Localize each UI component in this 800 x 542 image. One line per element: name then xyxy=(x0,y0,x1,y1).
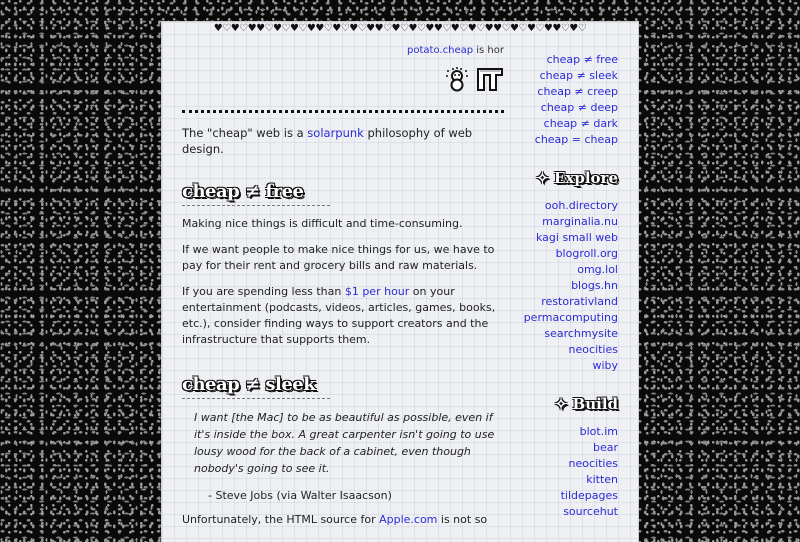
build-heading-text: Build xyxy=(572,395,618,413)
free-p3-before: If you are spending less than xyxy=(182,285,345,298)
explore-link[interactable]: permacomputing xyxy=(523,311,618,324)
sparkle-star-icon: ✧ xyxy=(554,395,568,413)
explore-link[interactable]: blogs.hn xyxy=(571,279,618,292)
toc-cheap-creep[interactable]: cheap ≠ creep xyxy=(537,85,618,98)
build-heading xyxy=(514,394,618,414)
apple-link[interactable]: Apple.com xyxy=(379,513,438,526)
sleek-paragraph-1 xyxy=(182,512,504,528)
free-paragraph-3 xyxy=(182,284,504,348)
explore-heading xyxy=(514,168,618,188)
sleek-p1-before: Unfortunately, the HTML source for xyxy=(182,513,380,526)
free-p3-after: on your entertainment (podcasts, videos, articles, games, books, etc.), consider finding ways to support creators and the infrastructure that supports them. xyxy=(182,285,496,346)
build-links xyxy=(514,424,618,520)
sidebar xyxy=(514,52,618,520)
t-letter-icon xyxy=(476,66,504,92)
build-link[interactable]: sourcehut xyxy=(563,505,618,518)
page-panel xyxy=(162,22,638,542)
status-line xyxy=(182,44,504,58)
jobs-quote: I want [the Mac] to be as beautiful as possible, even if it's inside the box. A great carpenter isn't going to use lousy wood for the back of a cabinet, even though nobody's going to see it. xyxy=(194,411,495,475)
explore-link[interactable]: omg.lol xyxy=(577,263,618,276)
toc-cheap-dark[interactable]: cheap ≠ dark xyxy=(543,117,618,130)
hearts-border: ♥♡♥♡♥♥♡♥♡♥♡♥♥♡♥♡♥♡♥♥♡♥♡♥♡♥♥♡♥♡♥♡♥♥♡♥♡♥♡♥♥♡♥♡ xyxy=(213,23,587,34)
dollar-per-hour-link[interactable]: $1 per hour xyxy=(344,285,410,298)
explore-link[interactable]: neocities xyxy=(568,343,618,356)
toc-cheap-free[interactable]: cheap ≠ free xyxy=(546,53,618,66)
free-paragraph-2: If we want people to make nice things for us, we have to pay for their rent and grocery bills and raw materials. xyxy=(182,243,495,272)
heading-underline xyxy=(182,398,330,399)
table-of-contents xyxy=(514,52,618,148)
heading-cheap-sleek: cheap ≠ sleek xyxy=(182,374,316,395)
intro-text xyxy=(182,125,504,157)
explore-link[interactable]: wiby xyxy=(592,359,618,372)
build-link[interactable]: neocities xyxy=(568,457,618,470)
intro-after: philosophy of web design. xyxy=(182,126,473,156)
dotted-divider xyxy=(182,110,504,113)
explore-link[interactable]: restorativland xyxy=(541,295,618,308)
main-content xyxy=(182,44,504,528)
sleek-p1-after: is not so xyxy=(437,513,488,526)
free-paragraph-1: Making nice things is difficult and time-consuming. xyxy=(182,217,463,230)
sparkle-star-icon: ✧ xyxy=(536,169,549,187)
build-link[interactable]: tildepages xyxy=(560,489,618,502)
toc-cheap-sleek[interactable]: cheap ≠ sleek xyxy=(539,69,618,82)
toc-cheap-deep[interactable]: cheap ≠ deep xyxy=(540,101,618,114)
build-link[interactable]: bear xyxy=(592,441,618,454)
build-link[interactable]: blot.im xyxy=(579,425,618,438)
explore-heading-text: Explore xyxy=(553,169,618,187)
heading-cheap-free: cheap ≠ free xyxy=(182,181,304,202)
toc-cheap-cheap[interactable]: cheap = cheap xyxy=(534,133,618,146)
potato-cheap-link[interactable]: potato.cheap xyxy=(407,45,474,56)
explore-link[interactable]: blogroll.org xyxy=(555,247,618,260)
explore-links xyxy=(514,198,618,374)
explore-link[interactable]: marginalia.nu xyxy=(542,215,618,228)
explore-link[interactable]: searchmysite xyxy=(544,327,618,340)
logo xyxy=(182,62,504,96)
quote-attribution: - Steve Jobs (via Walter Isaacson) xyxy=(208,489,392,502)
heading-underline xyxy=(182,205,330,206)
explore-link[interactable]: kagi small web xyxy=(536,231,618,244)
explore-link[interactable]: ooh.directory xyxy=(544,199,618,212)
solarpunk-link[interactable]: solarpunk xyxy=(307,126,364,140)
intro-before: The "cheap" web is a xyxy=(182,126,308,140)
status-text: is hor xyxy=(473,45,504,56)
build-link[interactable]: kitten xyxy=(586,473,618,486)
snowman-icon xyxy=(444,66,470,92)
